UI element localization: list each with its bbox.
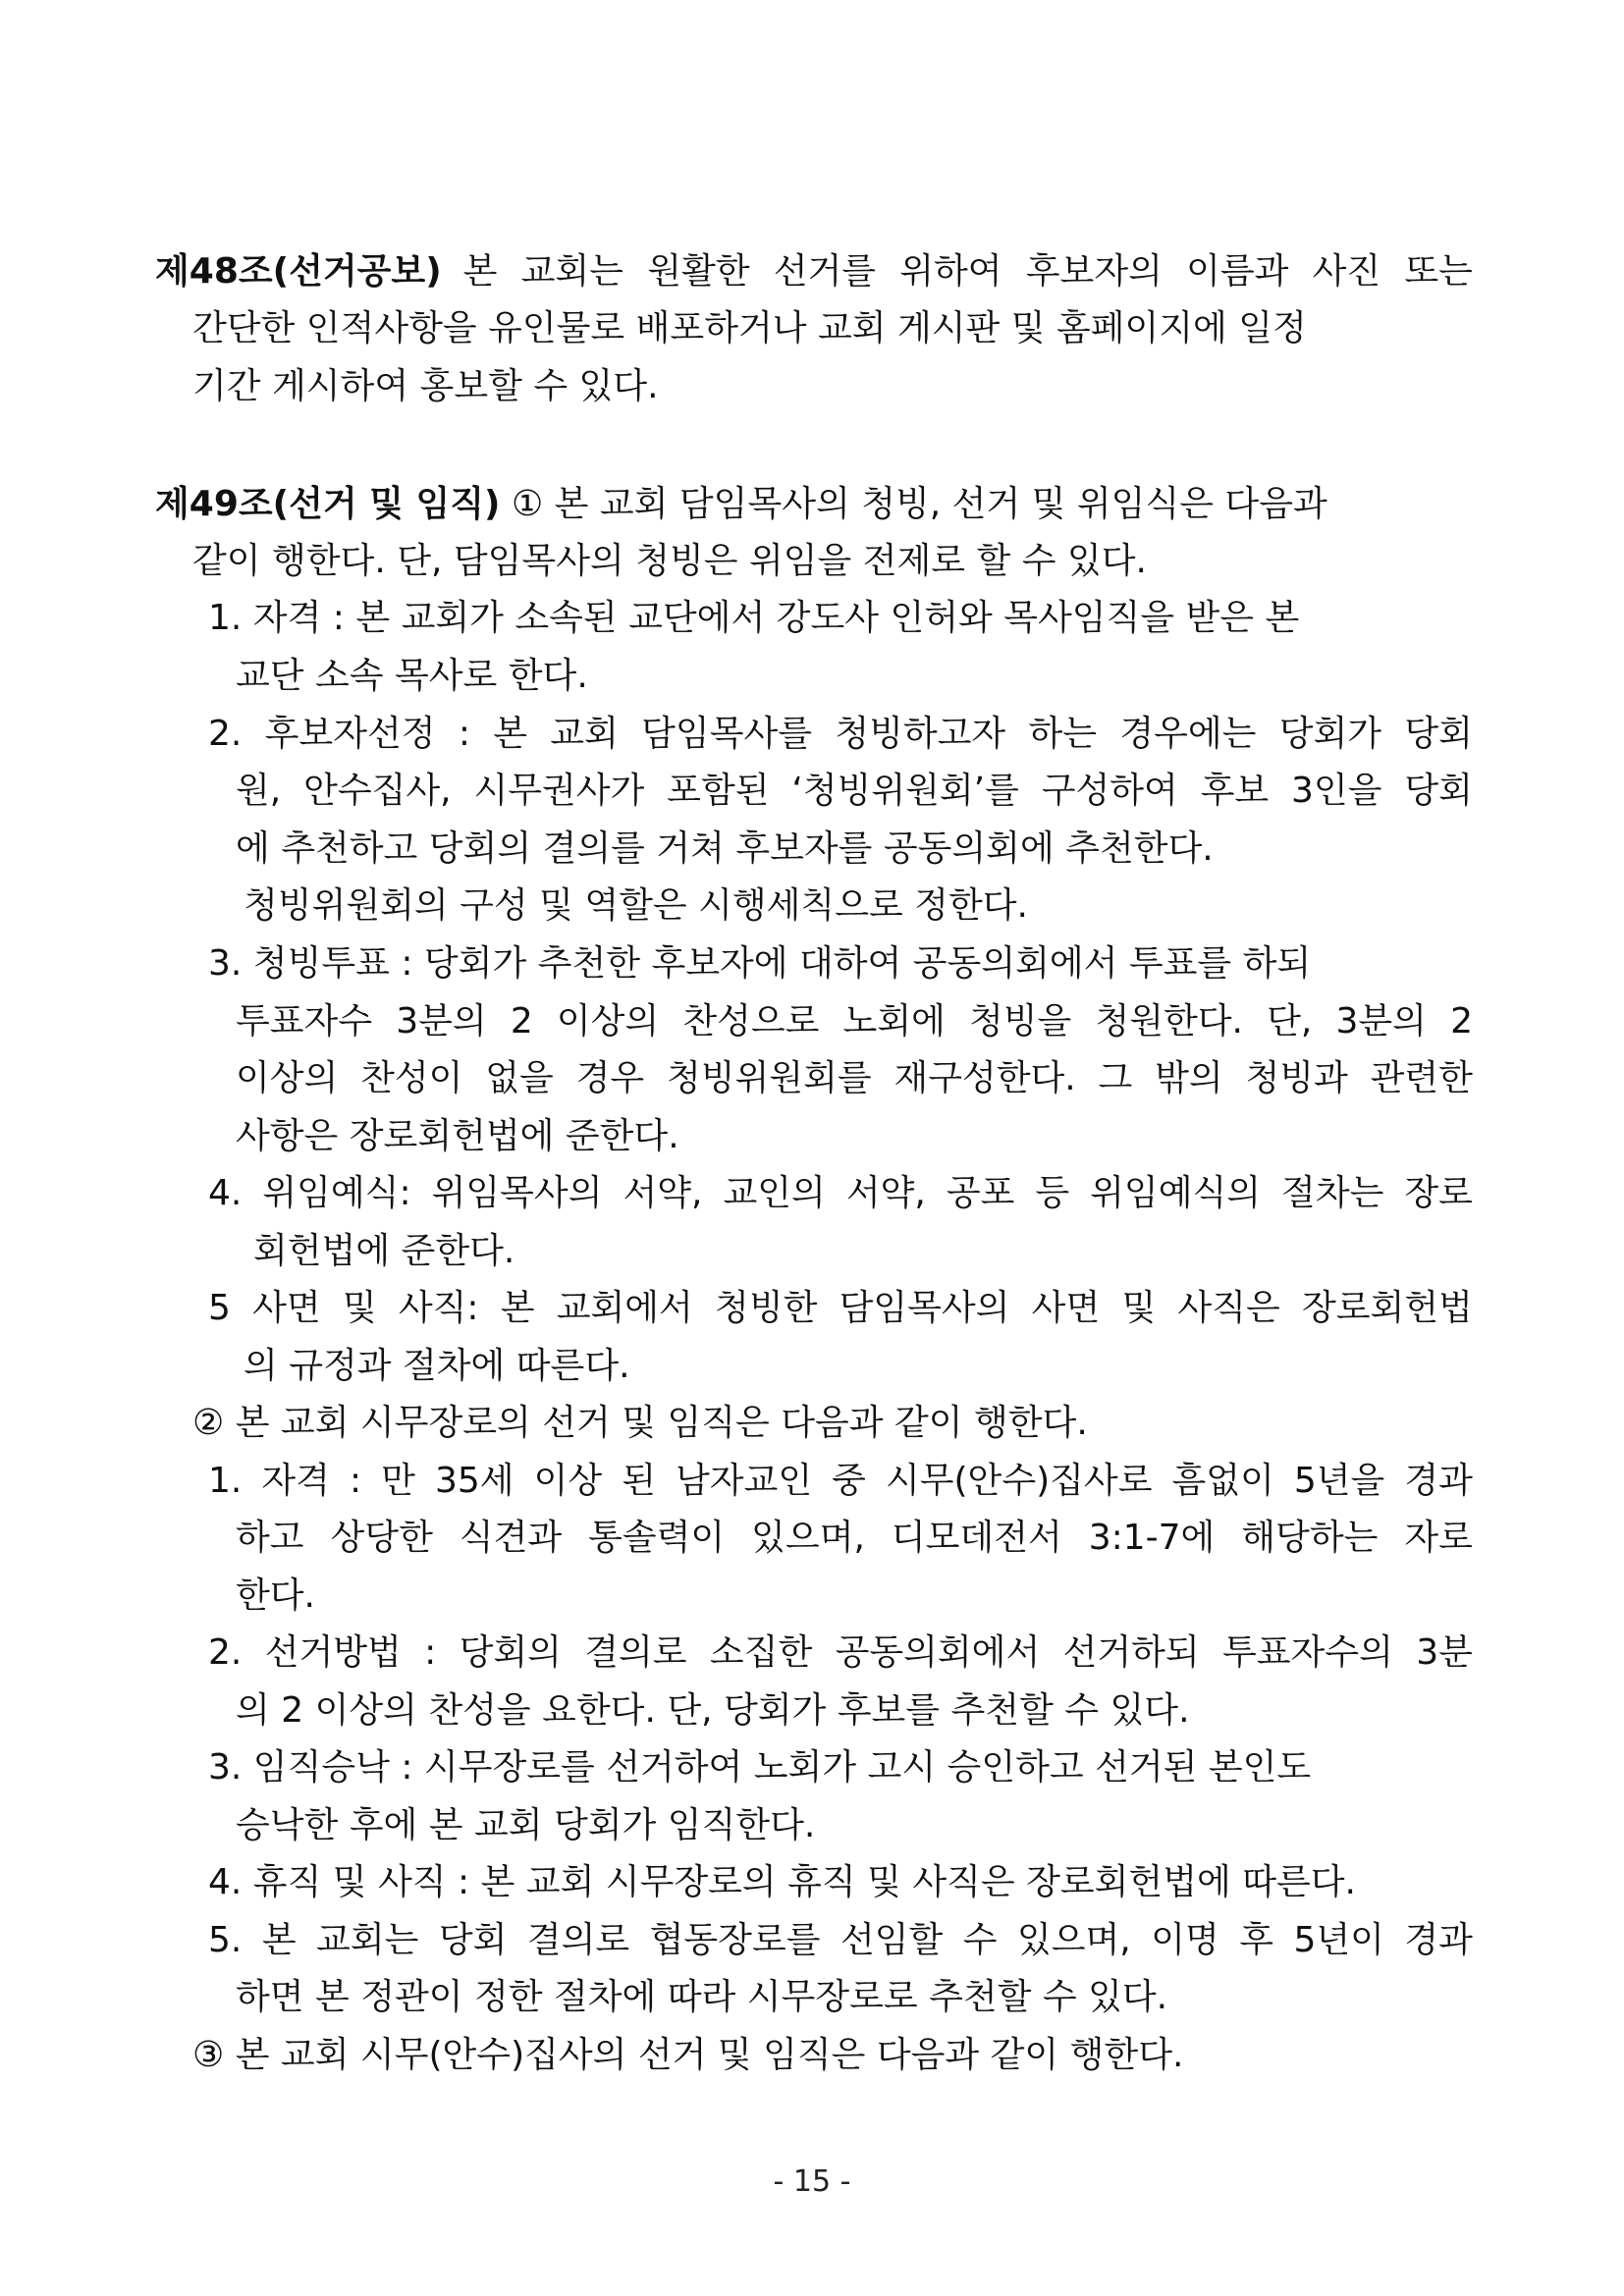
sec2-item-1-line-1-text: 1. 자격 : 만 35세 이상 된 남자교인 중 시무(안수)집사로 흠없이 5년을 경과 bbox=[208, 1461, 1473, 1501]
sec1-item-5-line-2 bbox=[244, 1345, 630, 1388]
sec1-item-2-line-2 bbox=[236, 770, 1473, 813]
sec2-item-5-line-1-text: 5. 본 교회는 당회 결의로 협동장로를 선임할 수 있으며, 이명 후 5년이 경과 bbox=[208, 1920, 1473, 1960]
sec1-item-2-line-2-text: 원, 안수집사, 시무권사가 포함된 ‘청빙위원회’를 구성하여 후보 3인을 당회 bbox=[236, 771, 1473, 811]
article48-line-1-heading: 제48조(선거공보) bbox=[155, 251, 442, 292]
sec2-item-1-line-2-text: 하고 상당한 식견과 통솔력이 있으며, 디모데전서 3:1-7에 해당하는 자로 bbox=[236, 1518, 1473, 1558]
sec2-item-3-line-1 bbox=[208, 1746, 1311, 1789]
sec1-item-2-line-3-text: 에 추천하고 당회의 결의를 거쳐 후보자를 공동의회에 추천한다. bbox=[236, 828, 1214, 869]
sec1-item-4-line-2-text: 회헌법에 준한다. bbox=[253, 1231, 515, 1271]
sec1-item-3-line-3-text: 이상의 찬성이 없을 경우 청빙위원회를 재구성한다. 그 밖의 청빙과 관련한 bbox=[236, 1058, 1473, 1098]
sec1-item-5-line-2-text: 의 규정과 절차에 따른다. bbox=[244, 1346, 630, 1386]
section3-heading-text: ③ 본 교회 시무(안수)집사의 선거 및 임직은 다음과 같이 행한다. bbox=[192, 2035, 1184, 2075]
sec1-item-1-line-2 bbox=[236, 655, 588, 698]
sec1-item-3-line-3 bbox=[236, 1057, 1473, 1100]
sec1-item-2-line-4-text: 청빙위원회의 구성 및 역할은 시행세칙으로 정한다. bbox=[244, 885, 1028, 926]
sec2-item-2-line-1-text: 2. 선거방법 : 당회의 결의로 소집한 공동의회에서 선거하되 투표자수의 3분 bbox=[208, 1632, 1473, 1673]
sec1-item-2-line-4 bbox=[244, 884, 1028, 928]
sec2-item-3-line-1-text: 3. 임직승낙 : 시무장로를 선거하여 노회가 고시 승인하고 선거된 본인도 bbox=[208, 1747, 1312, 1788]
sec2-item-2-line-2 bbox=[236, 1689, 1190, 1733]
sec2-item-4-line-1-text: 4. 휴직 및 사직 : 본 교회 시무장로의 휴직 및 사직은 장로회헌법에 따른다. bbox=[208, 1862, 1356, 1902]
section2-heading bbox=[192, 1402, 1088, 1445]
sec2-item-4-line-1 bbox=[208, 1861, 1356, 1904]
sec2-item-5-line-2-text: 하면 본 정관이 정한 절차에 따라 시무장로로 추천할 수 있다. bbox=[236, 1977, 1168, 2017]
sec2-item-2-line-1 bbox=[208, 1631, 1473, 1675]
article48-line-1 bbox=[155, 250, 1473, 294]
sec1-item-2-line-3 bbox=[236, 828, 1214, 871]
article48-line-1-text: 본 교회는 원활한 선거를 위하여 후보자의 이름과 사진 또는 bbox=[462, 251, 1473, 292]
section2-heading-text: ② 본 교회 시무장로의 선거 및 임직은 다음과 같이 행한다. bbox=[192, 1403, 1088, 1443]
sec2-item-3-line-2-text: 승낙한 후에 본 교회 당회가 임직한다. bbox=[236, 1805, 816, 1845]
sec1-item-3-line-2-text: 투표자수 3분의 2 이상의 찬성으로 노회에 청빙을 청원한다. 단, 3분의 2 bbox=[236, 1001, 1473, 1041]
sec2-item-3-line-2 bbox=[236, 1804, 815, 1847]
article49-line-1-heading: 제49조(선거 및 임직) bbox=[155, 484, 501, 524]
sec2-item-5-line-1 bbox=[208, 1919, 1473, 1962]
sec1-item-3-line-4-text: 사항은 장로회헌법에 준한다. bbox=[236, 1116, 679, 1156]
sec1-item-3-line-4 bbox=[236, 1115, 679, 1158]
sec2-item-1-line-2 bbox=[236, 1517, 1473, 1560]
sec1-item-3-line-1 bbox=[208, 942, 1311, 986]
sec1-item-3-line-2 bbox=[236, 1000, 1473, 1043]
sec1-item-3-line-1-text: 3. 청빙투표 : 당회가 추천한 후보자에 대하여 공동의회에서 투표를 하되 bbox=[208, 943, 1312, 984]
article49-line-2 bbox=[192, 540, 1147, 583]
sec1-item-4-line-1-text: 4. 위임예식: 위임목사의 서약, 교인의 서약, 공포 등 위임예식의 절차는 장로 bbox=[208, 1173, 1473, 1213]
sec1-item-1-line-2-text: 교단 소속 목사로 한다. bbox=[236, 656, 588, 696]
sec1-item-4-line-1 bbox=[208, 1172, 1473, 1215]
section3-heading bbox=[192, 2034, 1183, 2077]
sec1-item-2-line-1 bbox=[208, 713, 1473, 756]
article48-line-3-text: 기간 게시하여 홍보할 수 있다. bbox=[192, 366, 659, 406]
page-number: - 15 - bbox=[773, 2164, 851, 2199]
article49-line-1-text: ① 본 교회 담임목사의 청빙, 선거 및 위임식은 다음과 bbox=[500, 484, 1327, 524]
sec1-item-4-line-2 bbox=[253, 1230, 514, 1273]
sec1-item-1-line-1 bbox=[208, 597, 1299, 640]
sec1-item-1-line-1-text: 1. 자격 : 본 교회가 소속된 교단에서 강도사 인허와 목사임직을 받은 본 bbox=[208, 598, 1300, 638]
sec2-item-1-line-3-text: 한다. bbox=[236, 1575, 315, 1616]
sec1-item-5-line-1-text: 5 사면 및 사직: 본 교회에서 청빙한 담임목사의 사면 및 사직은 장로회헌법 bbox=[208, 1288, 1473, 1328]
sec2-item-5-line-2 bbox=[236, 1976, 1167, 2019]
sec2-item-2-line-2-text: 의 2 이상의 찬성을 요한다. 단, 당회가 후보를 추천할 수 있다. bbox=[236, 1690, 1190, 1731]
article49-line-1 bbox=[155, 483, 1327, 526]
article49-line-2-text: 같이 행한다. 단, 담임목사의 청빙은 위임을 전제로 할 수 있다. bbox=[192, 541, 1147, 581]
sec1-item-2-line-1-text: 2. 후보자선정 : 본 교회 담임목사를 청빙하고자 하는 경우에는 당회가 당회 bbox=[208, 714, 1473, 754]
article48-line-2 bbox=[192, 307, 1307, 350]
sec2-item-1-line-3 bbox=[236, 1575, 315, 1618]
article48-line-2-text: 간단한 인적사항을 유인물로 배포하거나 교회 게시판 및 홈페이지에 일정 bbox=[192, 308, 1307, 348]
sec2-item-1-line-1 bbox=[208, 1460, 1473, 1503]
sec1-item-5-line-1 bbox=[208, 1287, 1473, 1330]
article48-line-3 bbox=[192, 365, 659, 408]
